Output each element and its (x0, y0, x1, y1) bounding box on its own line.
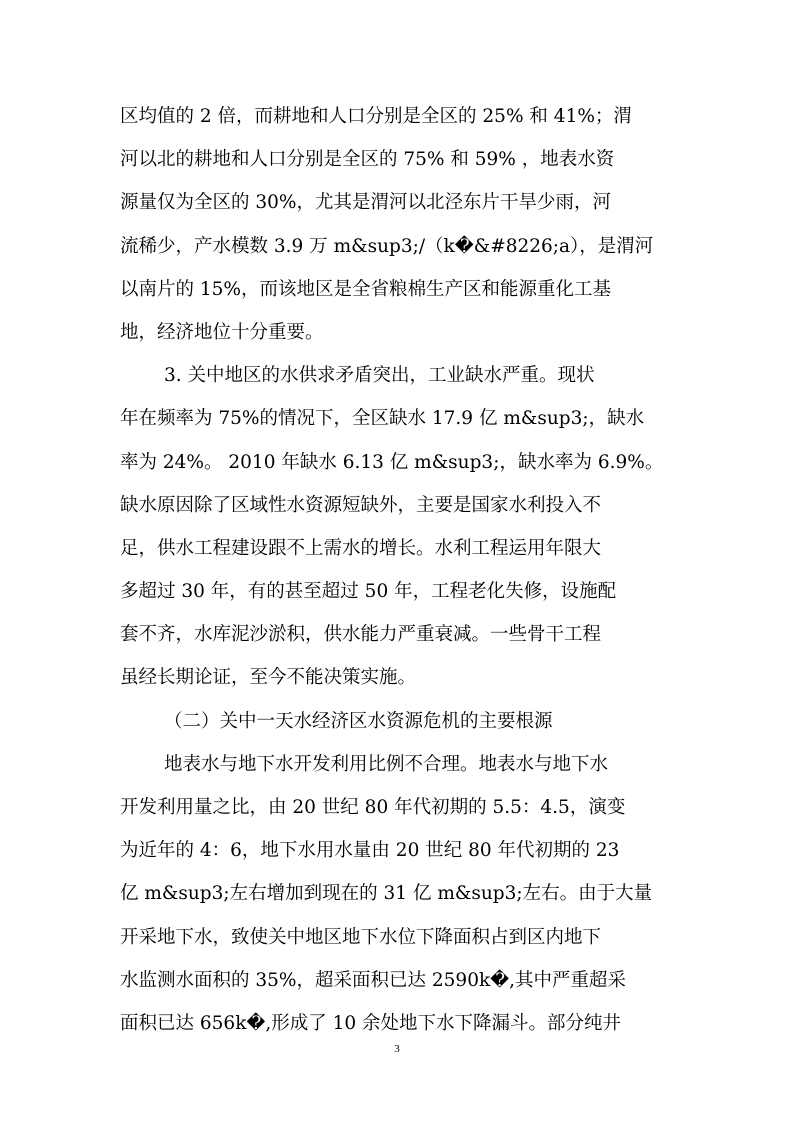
paragraph-line: 多超过 30 年，有的甚至超过 50 年，工程老化失修，设施配 (120, 581, 617, 603)
paragraph-line: 亿 m&sup3;左右增加到现在的 31 亿 m&sup3;左右。由于大量 (120, 883, 653, 905)
paragraph-line: 年在频率为 75%的情况下，全区缺水 17.9 亿 m&sup3;，缺水 (120, 408, 645, 430)
paragraph-line: 面积已达 656k�,形成了 10 余处地下水下降漏斗。部分纯井 (120, 1012, 622, 1034)
paragraph-line: 地表水与地下水开发利用比例不合理。地表水与地下水 (164, 753, 609, 775)
paragraph-line: 为近年的 4：6，地下水用水量由 20 世纪 80 年代初期的 23 (120, 840, 620, 862)
paragraph-line: 开采地下水，致使关中地区地下水位下降面积占到区内地下 (120, 926, 602, 948)
paragraph-line: 率为 24%。 2010 年缺水 6.13 亿 m&sup3;，缺水率为 6.9%。 (120, 451, 664, 473)
paragraph-line: 开发利用量之比，由 20 世纪 80 年代初期的 5.5：4.5，演变 (120, 797, 626, 818)
page-number: 3 (394, 1043, 400, 1055)
paragraph-line: 源量仅为全区的 30%，尤其是渭河以北泾东片干旱少雨，河 (120, 192, 612, 214)
paragraph-line: 套不齐，水库泥沙淤积，供水能力严重衰减。一些骨干工程 (120, 624, 602, 646)
paragraph-line: 水监测水面积的 35%，超采面积已达 2590k�,其中严重超采 (120, 969, 627, 991)
section-heading: （二）关中一天水经济区水资源危机的主要根源 (164, 710, 553, 732)
paragraph-line: 流稀少，产水模数 3.9 万 m&sup3;/（k�&#8226;a），是渭河 (120, 235, 654, 257)
paragraph-line: 河以北的耕地和人口分别是全区的 75% 和 59% ，地表水资 (120, 149, 615, 171)
paragraph-line: 虽经长期论证，至今不能决策实施。 (120, 667, 417, 689)
paragraph-line: 以南片的 15%，而该地区是全省粮棉生产区和能源重化工基 (120, 278, 612, 300)
body-text (120, 95, 676, 1045)
paragraph-line: 缺水原因除了区域性水资源短缺外，主要是国家水利投入不 (120, 494, 602, 516)
paragraph-line: 区均值的 2 倍，而耕地和人口分别是全区的 25% 和 41%；渭 (120, 106, 632, 127)
paragraph-line: 3. 关中地区的水供求矛盾突出，工业缺水严重。现状 (164, 365, 595, 387)
paragraph-line: 地，经济地位十分重要。 (120, 321, 324, 343)
paragraph-line: 足，供水工程建设跟不上需水的增长。水利工程运用年限大 (120, 537, 602, 559)
